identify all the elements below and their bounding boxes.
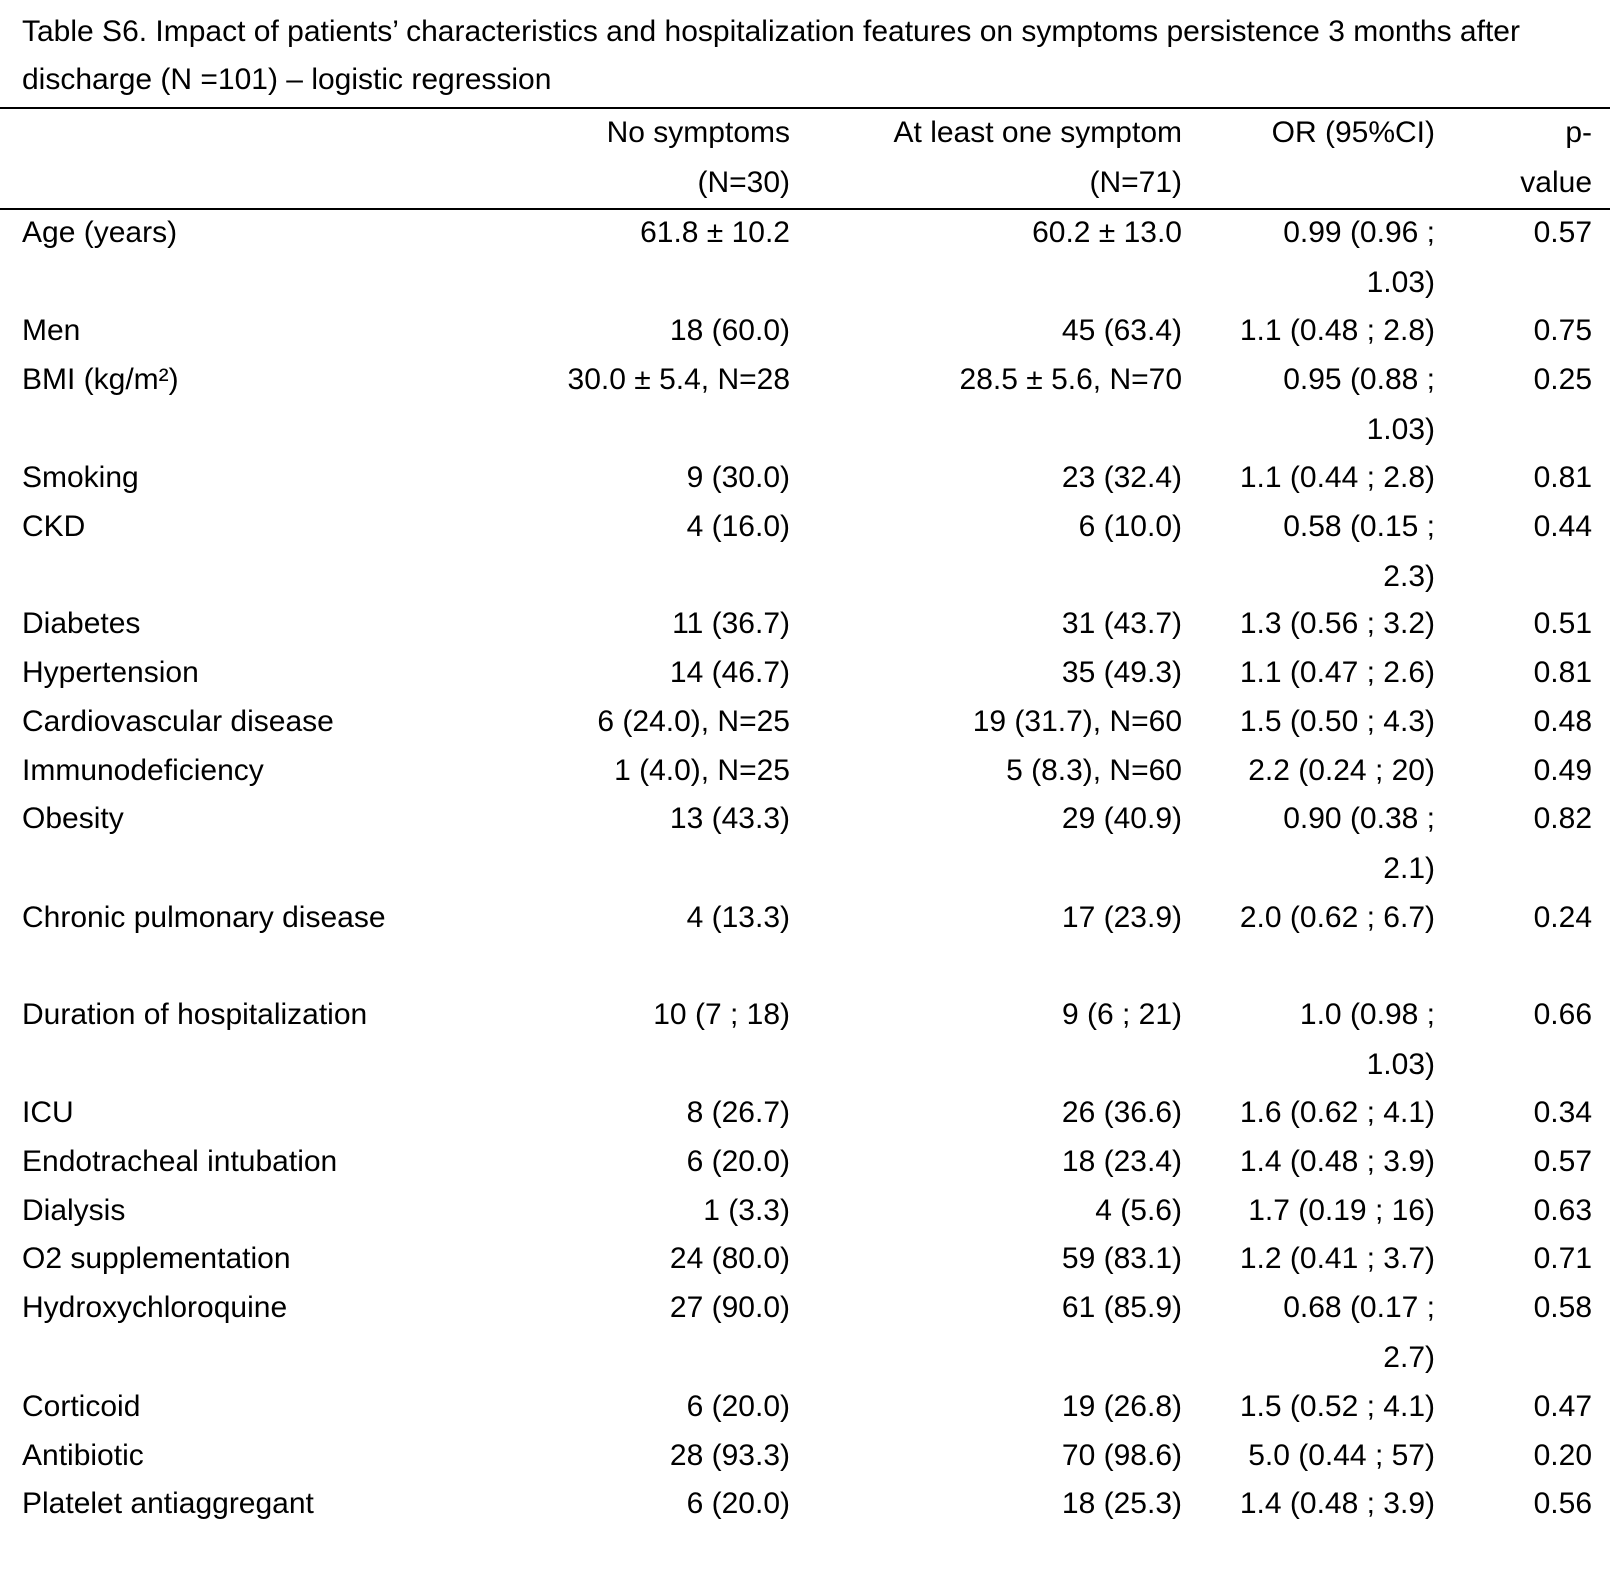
header-no-symptoms-line2: (N=30) xyxy=(697,166,790,199)
cell-or-ci-line1: 5.0 (0.44 ; 57) xyxy=(1248,1439,1435,1472)
cell-or-ci xyxy=(1205,306,1435,356)
cell-no-symptoms: 18 (60.0) xyxy=(669,314,790,347)
header-p-value xyxy=(1502,108,1592,208)
cell-no-symptoms: 10 (7 ; 18) xyxy=(653,998,790,1031)
cell-at-least-one-symptom: 35 (49.3) xyxy=(1061,656,1182,689)
cell-p-value: 0.48 xyxy=(1533,705,1592,738)
cell-or-ci-line1: 1.6 (0.62 ; 4.1) xyxy=(1239,1096,1435,1129)
cell-no-symptoms: 30.0 ± 5.4, N=28 xyxy=(567,363,790,396)
row-label: CKD xyxy=(22,510,86,543)
cell-or-ci xyxy=(1205,599,1435,649)
cell-or-ci-line1: 0.58 (0.15 ; xyxy=(1283,510,1435,543)
row-label: Platelet antiaggregant xyxy=(22,1487,314,1520)
cell-at-least-one-symptom: 4 (5.6) xyxy=(1095,1194,1182,1227)
cell-or-ci xyxy=(1205,1137,1435,1187)
header-p-line2: value xyxy=(1520,166,1592,199)
cell-no-symptoms: 6 (20.0) xyxy=(686,1145,790,1178)
cell-at-least-one-symptom: 17 (23.9) xyxy=(1061,901,1182,934)
cell-or-ci xyxy=(1205,893,1435,943)
cell-p-value: 0.57 xyxy=(1533,216,1592,249)
cell-at-least-one-symptom: 18 (25.3) xyxy=(1061,1487,1182,1520)
cell-at-least-one-symptom: 23 (32.4) xyxy=(1061,461,1182,494)
cell-at-least-one-symptom: 5 (8.3), N=60 xyxy=(1006,754,1182,787)
cell-or-ci xyxy=(1205,990,1435,1090)
row-label: Hypertension xyxy=(22,656,199,689)
cell-or-ci-line2: 1.03) xyxy=(1366,1048,1435,1081)
cell-or-ci-line1: 1.1 (0.48 ; 2.8) xyxy=(1239,314,1435,347)
cell-or-ci-line2: 2.3) xyxy=(1383,560,1435,593)
cell-p-value: 0.82 xyxy=(1533,802,1592,835)
cell-or-ci-line1: 0.90 (0.38 ; xyxy=(1283,802,1435,835)
cell-or-ci-line1: 0.68 (0.17 ; xyxy=(1283,1291,1435,1324)
cell-or-ci xyxy=(1205,1283,1435,1383)
cell-or-ci xyxy=(1205,1479,1435,1529)
row-label: Obesity xyxy=(22,802,124,835)
cell-no-symptoms: 6 (20.0) xyxy=(686,1487,790,1520)
cell-at-least-one-symptom: 19 (26.8) xyxy=(1061,1390,1182,1423)
table-caption: Table S6. Impact of patients’ characteristics and hospitalization features on symptoms persistence 3 months after discharge (N =101) – logistic regression xyxy=(22,15,1520,96)
cell-p-value: 0.81 xyxy=(1533,461,1592,494)
cell-p-value: 0.63 xyxy=(1533,1194,1592,1227)
cell-or-ci xyxy=(1205,794,1435,894)
cell-or-ci xyxy=(1205,453,1435,503)
cell-p-value: 0.47 xyxy=(1533,1390,1592,1423)
row-label: Men xyxy=(22,314,81,347)
cell-p-value: 0.25 xyxy=(1533,363,1592,396)
cell-at-least-one-symptom: 26 (36.6) xyxy=(1061,1096,1182,1129)
cell-or-ci-line2: 1.03) xyxy=(1366,266,1435,299)
cell-at-least-one-symptom: 70 (98.6) xyxy=(1061,1439,1182,1472)
cell-or-ci xyxy=(1205,746,1435,796)
row-label: Hydroxychloroquine xyxy=(22,1291,288,1324)
cell-no-symptoms: 6 (20.0) xyxy=(686,1390,790,1423)
cell-or-ci-line1: 1.2 (0.41 ; 3.7) xyxy=(1239,1242,1435,1275)
cell-at-least-one-symptom: 29 (40.9) xyxy=(1061,802,1182,835)
cell-p-value: 0.58 xyxy=(1533,1291,1592,1324)
row-label: BMI (kg/m²) xyxy=(22,363,179,396)
cell-or-ci xyxy=(1205,355,1435,455)
header-symptom-line2: (N=71) xyxy=(1089,166,1182,199)
row-label: ICU xyxy=(22,1096,74,1129)
row-label: Corticoid xyxy=(22,1390,141,1423)
cell-or-ci-line1: 0.99 (0.96 ; xyxy=(1283,216,1435,249)
row-label: O2 supplementation xyxy=(22,1242,291,1275)
cell-at-least-one-symptom: 6 (10.0) xyxy=(1078,510,1182,543)
cell-at-least-one-symptom: 28.5 ± 5.6, N=70 xyxy=(959,363,1182,396)
cell-at-least-one-symptom: 61 (85.9) xyxy=(1061,1291,1182,1324)
cell-no-symptoms: 9 (30.0) xyxy=(686,461,790,494)
cell-no-symptoms: 13 (43.3) xyxy=(669,802,790,835)
cell-or-ci-line1: 1.5 (0.50 ; 4.3) xyxy=(1239,705,1435,738)
cell-at-least-one-symptom: 31 (43.7) xyxy=(1061,607,1182,640)
cell-or-ci-line1: 1.1 (0.47 ; 2.6) xyxy=(1239,656,1435,689)
cell-or-ci-line1: 2.0 (0.62 ; 6.7) xyxy=(1239,901,1435,934)
cell-p-value: 0.44 xyxy=(1533,510,1592,543)
header-or-label: OR (95%CI) xyxy=(1271,116,1435,149)
cell-p-value: 0.56 xyxy=(1533,1487,1592,1520)
cell-no-symptoms: 27 (90.0) xyxy=(669,1291,790,1324)
cell-p-value: 0.20 xyxy=(1533,1439,1592,1472)
cell-no-symptoms: 4 (13.3) xyxy=(686,901,790,934)
header-no-symptoms-line1: No symptoms xyxy=(606,116,790,149)
cell-or-ci-line1: 1.3 (0.56 ; 3.2) xyxy=(1239,607,1435,640)
cell-at-least-one-symptom: 60.2 ± 13.0 xyxy=(1032,216,1182,249)
row-label: Diabetes xyxy=(22,607,141,640)
cell-no-symptoms: 8 (26.7) xyxy=(686,1096,790,1129)
header-no-symptoms xyxy=(530,108,790,208)
cell-no-symptoms: 1 (3.3) xyxy=(703,1194,790,1227)
cell-or-ci-line1: 2.2 (0.24 ; 20) xyxy=(1248,754,1435,787)
cell-at-least-one-symptom: 18 (23.4) xyxy=(1061,1145,1182,1178)
cell-or-ci-line1: 1.4 (0.48 ; 3.9) xyxy=(1239,1145,1435,1178)
cell-no-symptoms: 24 (80.0) xyxy=(669,1242,790,1275)
cell-or-ci xyxy=(1205,648,1435,698)
row-label: Immunodeficiency xyxy=(22,754,264,787)
cell-or-ci xyxy=(1205,697,1435,747)
cell-p-value: 0.24 xyxy=(1533,901,1592,934)
cell-or-ci-line2: 1.03) xyxy=(1366,413,1435,446)
cell-no-symptoms: 6 (24.0), N=25 xyxy=(597,705,790,738)
row-label: Cardiovascular disease xyxy=(22,705,334,738)
header-p-line1: p- xyxy=(1565,116,1592,149)
cell-at-least-one-symptom: 59 (83.1) xyxy=(1061,1242,1182,1275)
header-or xyxy=(1215,108,1435,158)
cell-or-ci xyxy=(1205,1088,1435,1138)
cell-at-least-one-symptom: 45 (63.4) xyxy=(1061,314,1182,347)
cell-no-symptoms: 28 (93.3) xyxy=(669,1439,790,1472)
cell-p-value: 0.75 xyxy=(1533,314,1592,347)
cell-or-ci xyxy=(1205,502,1435,602)
row-label: Endotracheal intubation xyxy=(22,1145,338,1178)
cell-p-value: 0.81 xyxy=(1533,656,1592,689)
cell-or-ci-line1: 1.7 (0.19 ; 16) xyxy=(1248,1194,1435,1227)
cell-or-ci-line1: 1.5 (0.52 ; 4.1) xyxy=(1239,1390,1435,1423)
cell-no-symptoms: 14 (46.7) xyxy=(669,656,790,689)
cell-or-ci-line1: 1.4 (0.48 ; 3.9) xyxy=(1239,1487,1435,1520)
cell-or-ci-line1: 1.0 (0.98 ; xyxy=(1299,998,1435,1031)
cell-or-ci xyxy=(1205,1431,1435,1481)
header-at-least-one-symptom xyxy=(842,108,1182,208)
row-label: Duration of hospitalization xyxy=(22,998,368,1031)
cell-at-least-one-symptom: 9 (6 ; 21) xyxy=(1061,998,1182,1031)
cell-or-ci-line2: 2.7) xyxy=(1383,1341,1435,1374)
cell-or-ci xyxy=(1205,1186,1435,1236)
cell-at-least-one-symptom: 19 (31.7), N=60 xyxy=(972,705,1182,738)
row-label: Antibiotic xyxy=(22,1439,144,1472)
cell-or-ci-line1: 1.1 (0.44 ; 2.8) xyxy=(1239,461,1435,494)
cell-or-ci-line1: 0.95 (0.88 ; xyxy=(1283,363,1435,396)
cell-no-symptoms: 61.8 ± 10.2 xyxy=(640,216,790,249)
cell-or-ci xyxy=(1205,208,1435,308)
header-symptom-line1: At least one symptom xyxy=(893,116,1182,149)
cell-no-symptoms: 1 (4.0), N=25 xyxy=(614,754,790,787)
row-label: Age (years) xyxy=(22,216,178,249)
row-label: Chronic pulmonary disease xyxy=(22,901,386,934)
cell-p-value: 0.66 xyxy=(1533,998,1592,1031)
cell-or-ci xyxy=(1205,1382,1435,1432)
cell-or-ci xyxy=(1205,1234,1435,1284)
cell-p-value: 0.49 xyxy=(1533,754,1592,787)
cell-p-value: 0.71 xyxy=(1533,1242,1592,1275)
cell-no-symptoms: 11 (36.7) xyxy=(672,607,790,640)
cell-p-value: 0.57 xyxy=(1533,1145,1592,1178)
cell-or-ci-line2: 2.1) xyxy=(1383,852,1435,885)
cell-p-value: 0.34 xyxy=(1533,1096,1592,1129)
cell-no-symptoms: 4 (16.0) xyxy=(686,510,790,543)
row-label: Smoking xyxy=(22,461,139,494)
row-label: Dialysis xyxy=(22,1194,126,1227)
cell-p-value: 0.51 xyxy=(1533,607,1592,640)
